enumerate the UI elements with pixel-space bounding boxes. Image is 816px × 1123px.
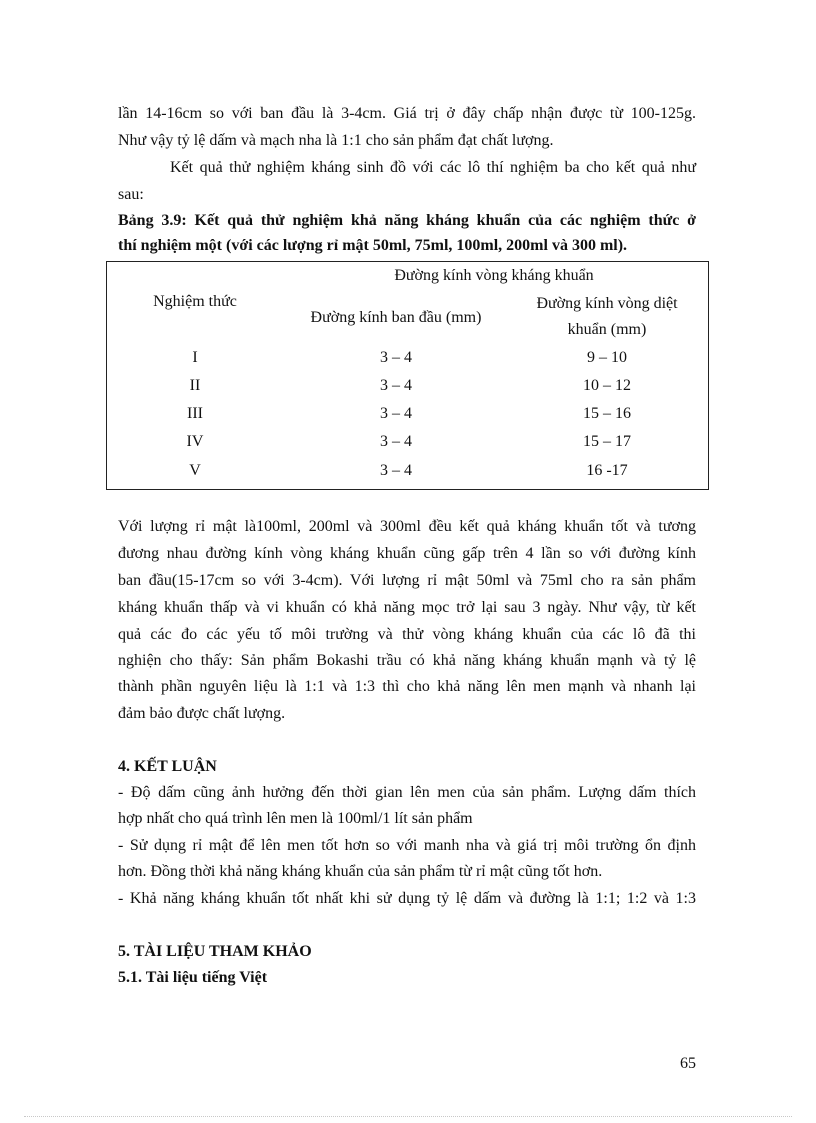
table-row-4-initial: 3 – 4 <box>380 433 412 450</box>
table-row-4-treatment: IV <box>186 433 204 450</box>
table-header-kill-diameter-line1: Đường kính vòng diệt <box>536 295 678 312</box>
conclusion-line-3: - Sử dụng rỉ mật để lên men tốt hơn so với manh nha và giá trị môi trường ổn định <box>118 837 696 854</box>
table-row-5-initial: 3 – 4 <box>380 462 412 479</box>
table-row-1-treatment: I <box>192 349 198 366</box>
intro-line-1: lần 14-16cm so với ban đầu là 3-4cm. Giá trị ở đây chấp nhận được từ 100-125g. <box>118 105 696 122</box>
table-row-3-treatment: III <box>187 405 203 422</box>
table-header-treatment: Nghiệm thức <box>153 293 237 310</box>
discussion-line-1: Với lượng rỉ mật là100ml, 200ml và 300ml đều kết quả kháng khuẩn tốt và tương <box>118 518 696 535</box>
table-row-4-kill: 15 – 17 <box>583 433 631 450</box>
table-caption-line-2: thí nghiệm một (với các lượng rỉ mật 50ml, 75ml, 100ml, 200ml và 300 ml). <box>118 237 628 254</box>
intro-line-3: Kết quả thử nghiệm kháng sinh đồ với các lô thí nghiệm ba cho kết quả như <box>170 159 696 176</box>
page-bottom-divider <box>24 1116 792 1117</box>
table-row-2-treatment: II <box>189 377 201 394</box>
table-row-3-kill: 15 – 16 <box>583 405 631 422</box>
table-row-5-treatment: V <box>189 462 201 479</box>
conclusion-line-1: - Độ dấm cũng ảnh hưởng đến thời gian lên men của sản phẩm. Lượng dấm thích <box>118 784 696 801</box>
table-group-header: Đường kính vòng kháng khuẩn <box>394 267 594 284</box>
discussion-line-7: thành phần nguyên liệu là 1:1 và 1:3 thì cho khả năng lên men mạnh và nhanh lại <box>118 678 696 695</box>
conclusion-heading: 4. KẾT LUẬN <box>118 758 217 775</box>
discussion-line-6: nghiện cho thấy: Sản phẩm Bokashi trầu có khả năng kháng khuẩn mạnh và tỷ lệ <box>118 652 696 669</box>
table-row-1-kill: 9 – 10 <box>587 349 627 366</box>
conclusion-line-5: - Khả năng kháng khuẩn tốt nhất khi sử dụng tỷ lệ dấm và đường là 1:1; 1:2 và 1:3 <box>118 890 696 907</box>
table-header-initial-diameter: Đường kính ban đầu (mm) <box>310 309 482 326</box>
page-number: 65 <box>680 1055 696 1072</box>
table-row-1-initial: 3 – 4 <box>380 349 412 366</box>
table-row-3-initial: 3 – 4 <box>380 405 412 422</box>
conclusion-line-2: hợp nhất cho quá trình lên men là 100ml/1 lít sản phẩm <box>118 810 473 827</box>
references-subheading: 5.1. Tài liệu tiếng Việt <box>118 969 268 986</box>
discussion-line-3: ban đầu(15-17cm so với 3-4cm). Với lượng rỉ mật 50ml và 75ml cho ra sản phẩm <box>118 572 696 589</box>
table-row-2-kill: 10 – 12 <box>583 377 631 394</box>
references-heading: 5. TÀI LIỆU THAM KHẢO <box>118 943 312 960</box>
table-caption-line-1: Bảng 3.9: Kết quả thử nghiệm khả năng kháng khuẩn của các nghiệm thức ở <box>118 212 696 229</box>
results-table <box>106 261 709 490</box>
conclusion-line-4: hơn. Đồng thời khả năng kháng khuẩn của sản phẩm từ rỉ mật cũng tốt hơn. <box>118 863 603 880</box>
intro-line-2: Như vậy tỷ lệ dấm và mạch nha là 1:1 cho sản phẩm đạt chất lượng. <box>118 132 554 149</box>
table-row-5-kill: 16 -17 <box>586 462 628 479</box>
discussion-line-4: kháng khuẩn thấp và vi khuẩn có khả năng mọc trở lại sau 3 ngày. Như vậy, từ kết <box>118 599 696 616</box>
discussion-line-8: đảm bảo được chất lượng. <box>118 705 286 722</box>
table-row-2-initial: 3 – 4 <box>380 377 412 394</box>
discussion-line-5: quả các đo các yếu tố môi trường và thử vòng kháng khuẩn của các lô đã thi <box>118 626 696 643</box>
discussion-line-2: đương nhau đường kính vòng kháng khuẩn cũng gấp trên 4 lần so với đường kính <box>118 545 696 562</box>
table-header-kill-diameter-line2: khuẩn (mm) <box>567 321 647 338</box>
intro-line-4: sau: <box>118 186 144 203</box>
